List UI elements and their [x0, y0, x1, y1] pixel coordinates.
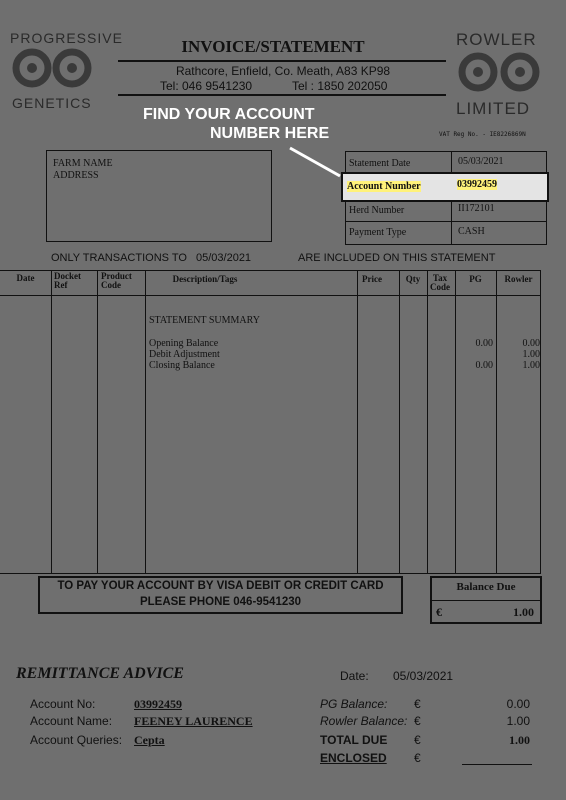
col-header-rowler: Rowler — [504, 274, 533, 284]
account-number-value: 03992459 — [457, 179, 497, 190]
col-header-qty: Qty — [405, 274, 421, 284]
col-header-price: Price — [362, 274, 382, 284]
remit-enclosed-line — [462, 764, 532, 765]
balance-due-currency: € — [436, 605, 442, 619]
remit-rowler-balance-label: Rowler Balance: — [320, 714, 408, 728]
summary-row-rowler: 0.00 — [522, 338, 540, 349]
logo-right-top-text: ROWLER — [456, 30, 537, 49]
pay-box-line-2: PLEASE PHONE 046-9541230 — [139, 596, 302, 608]
remit-currency: € — [414, 697, 421, 711]
callout-line-1: FIND YOUR ACCOUNT — [143, 106, 315, 123]
remit-account-name: FEENEY LAURENCE — [134, 714, 253, 728]
col-divider-1 — [51, 270, 52, 574]
remittance-date: 05/03/2021 — [393, 669, 454, 683]
transactions-note-part1: ONLY TRANSACTIONS TO — [51, 252, 187, 264]
payment-type-label: Payment Type — [349, 227, 407, 238]
col-divider-8 — [496, 270, 497, 574]
company-address: Rathcore, Enfield, Co. Meath, A83 KP98 — [175, 64, 391, 78]
statement-date-value: 05/03/2021 — [458, 156, 504, 167]
herd-number-label: Herd Number — [349, 205, 405, 216]
summary-row-pg: 0.00 — [475, 338, 493, 349]
col-header-product: Product Code — [101, 271, 132, 290]
remit-total-due-label: TOTAL DUE — [320, 733, 388, 747]
transactions-note-part2: ARE INCLUDED ON THIS STATEMENT — [298, 252, 496, 264]
col-header-desc: Description/Tags — [172, 274, 238, 284]
remit-pg-balance: 0.00 — [506, 697, 530, 711]
logo-right-bottom-text: LIMITED — [456, 99, 531, 118]
col-divider-7 — [455, 270, 456, 574]
callout-line-2: NUMBER HERE — [210, 125, 330, 142]
progressive-genetics-logo — [10, 30, 123, 111]
remit-rowler-balance: 1.00 — [506, 714, 530, 728]
col-header-tax: Tax Code — [430, 273, 450, 292]
remit-pg-balance-label: PG Balance: — [320, 697, 388, 711]
company-tel-2: Tel : 1850 202050 — [292, 79, 388, 93]
remittance-title: REMITTANCE ADVICE — [16, 665, 184, 682]
summary-row-label: Opening Balance — [149, 338, 219, 349]
info-row-line-3 — [345, 221, 547, 222]
balance-due-box — [430, 576, 542, 624]
header-rule-top — [118, 60, 446, 62]
remit-account-name-label: Account Name: — [30, 714, 113, 728]
transactions-table — [0, 270, 541, 574]
balance-due-divider — [432, 600, 540, 601]
balance-due-label: Balance Due — [456, 581, 516, 593]
remit-queries: Cepta — [134, 733, 165, 747]
vat-number: VAT Reg No. - IE8226869N — [439, 131, 526, 138]
balance-due-amount: 1.00 — [513, 605, 534, 619]
statement-date-label: Statement Date — [349, 158, 411, 169]
logo-left-bottom-text: GENETICS — [12, 95, 92, 111]
address-label: ADDRESS — [53, 170, 99, 181]
logo-left-top-text: PROGRESSIVE — [10, 30, 123, 46]
pay-by-card-box — [38, 576, 403, 614]
summary-row-label: Closing Balance — [149, 360, 215, 371]
pg-logo-icon — [12, 46, 96, 90]
company-tel-1: Tel: 046 9541230 — [160, 79, 253, 93]
rowler-limited-logo — [456, 30, 556, 118]
invoice-title: INVOICE/STATEMENT — [181, 37, 365, 56]
herd-number-value: II172101 — [458, 203, 495, 214]
remit-currency: € — [414, 714, 421, 728]
remit-enclosed-label: ENCLOSED — [320, 751, 387, 765]
remit-queries-label: Account Queries: — [30, 733, 123, 747]
payment-type-value: CASH — [458, 226, 485, 237]
remit-currency: € — [414, 751, 421, 765]
farm-name-label: FARM NAME — [53, 158, 113, 169]
col-header-docket: Docket Ref — [54, 271, 81, 290]
summary-row-label: Debit Adjustment — [149, 349, 220, 360]
col-header-date: Date — [16, 273, 35, 283]
col-divider-4 — [357, 270, 358, 574]
remit-account-no: 03992459 — [134, 697, 182, 711]
col-divider-3 — [145, 270, 146, 574]
remit-total-due: 1.00 — [509, 733, 530, 747]
remit-currency: € — [414, 733, 421, 747]
rowler-logo-icon — [456, 50, 546, 94]
transactions-note-date: 05/03/2021 — [196, 252, 252, 264]
col-divider-2 — [97, 270, 98, 574]
callout-arrow-icon — [286, 142, 346, 182]
col-divider-6 — [427, 270, 428, 574]
summary-row-rowler: 1.00 — [522, 349, 540, 360]
col-header-pg: PG — [469, 274, 482, 284]
pay-box-line-1: TO PAY YOUR ACCOUNT BY VISA DEBIT OR CREDIT CARD — [57, 580, 384, 592]
summary-row-pg: 0.00 — [475, 360, 493, 371]
address-box — [46, 150, 272, 242]
remit-account-no-label: Account No: — [30, 697, 96, 711]
summary-row-rowler: 1.00 — [522, 360, 540, 371]
statement-summary-title: STATEMENT SUMMARY — [149, 315, 260, 326]
account-number-label: Account Number — [347, 181, 421, 192]
header-rule-bottom — [118, 94, 446, 96]
col-divider-5 — [399, 270, 400, 574]
remittance-date-label: Date: — [340, 669, 369, 683]
table-header-line — [0, 295, 541, 296]
